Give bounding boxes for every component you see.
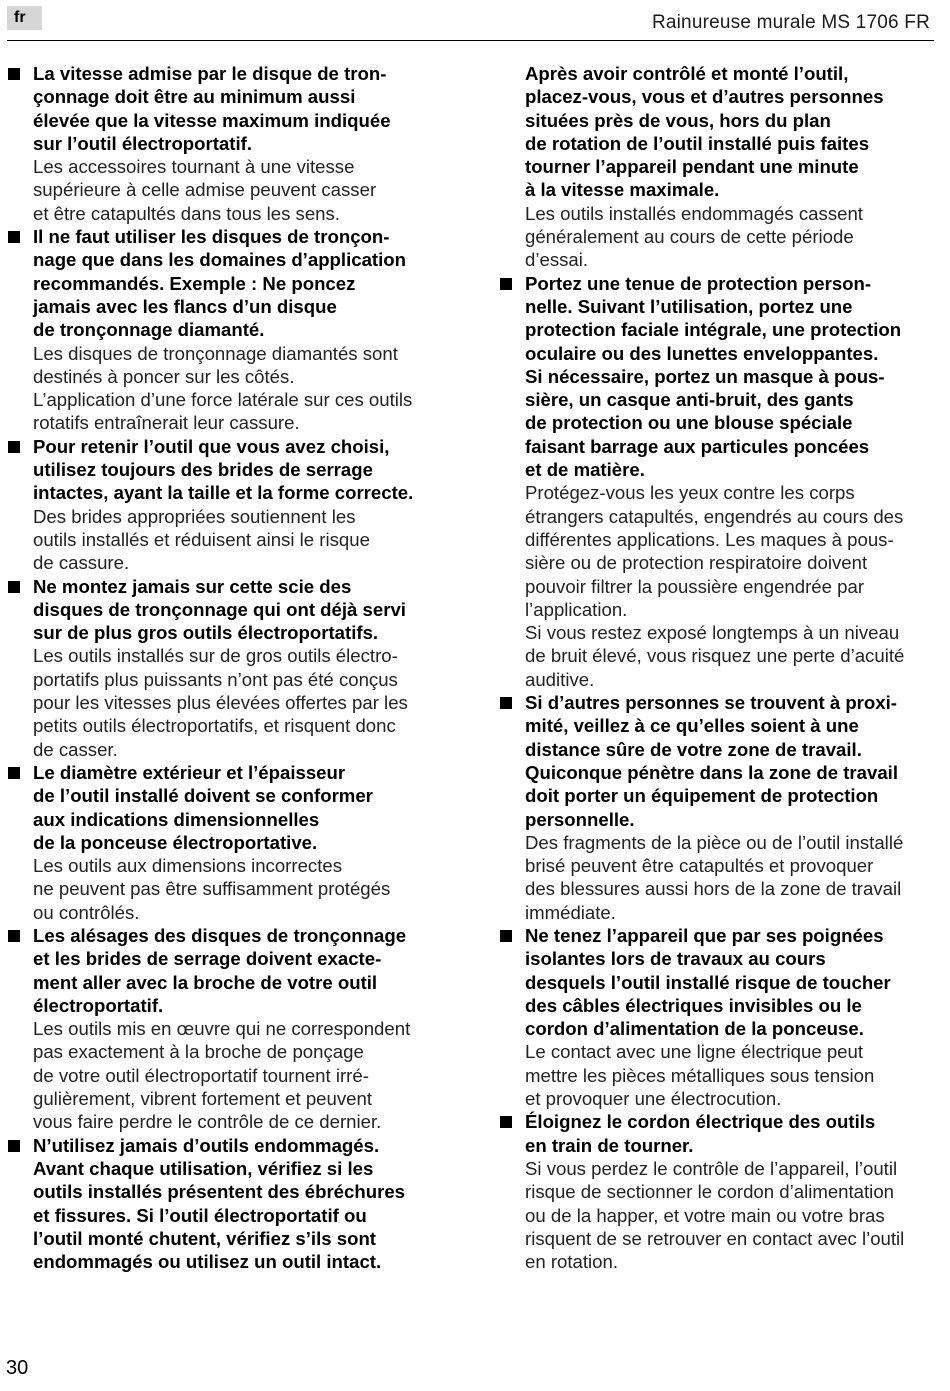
safety-item [33,575,443,761]
safety-explanation: Protégez-vous les yeux contre les corps étrangers catapultés, engendrés au cours des différentes applications. Les maques à pous- sière ou de protection respiratoire doivent pouvoir filtrer la poussière engendrée par l’application. Si vous restez exposé longtemps à un niveau de bruit élevé, vous risquez une perte d’acuité auditive. [525,482,905,690]
safety-explanation: Les outils installés sur de gros outils électro- portatifs plus puissants n’ont pas été conçus pour les vitesses plus élevées offertes par les petits outils électroportatifs, et risquent donc de casser. [33,645,408,760]
square-bullet-icon [8,767,20,779]
safety-item [33,761,443,924]
safety-instruction: N’utilisez jamais d’outils endommagés. Avant chaque utilisation, vérifiez si les outils installés présentent des ébréchures et fissures. Si l’outil électroportatif ou l’outil monté chutent, vérifiez s’ils sont endommagés ou utilisez un outil intact. [33,1134,406,1273]
square-bullet-icon [8,581,20,593]
safety-instruction: Pour retenir l’outil que vous avez choisi, utilisez toujours des brides de serrage intactes, ayant la taille et la forme correcte. [33,435,414,504]
square-bullet-icon [8,1140,20,1152]
safety-instruction: Ne montez jamais sur cette scie des disques de tronçonnage qui ont déjà servi sur de plus gros outils électroportatifs. [33,575,406,644]
page-number: 30 [6,1357,29,1379]
safety-instruction: Éloignez le cordon électrique des outils en train de tourner. [525,1111,876,1156]
safety-explanation: Les outils installés endommagés cassent généralement au cours de cette période d’essai. [525,202,863,271]
square-bullet-icon [500,697,512,709]
safety-item [525,924,935,1110]
language-tag: fr [7,6,42,30]
safety-explanation: Des brides appropriées soutiennent les outils installés et réduisent ainsi le risque de cassure. [33,505,370,574]
safety-explanation: Les outils aux dimensions incorrectes ne peuvent pas être suffisamment protégés ou contrôlés. [33,855,391,923]
safety-explanation: Les outils mis en œuvre qui ne correspondent pas exactement à la broche de ponçage de votre outil électroportatif tournent irré- gulièrement, vibrent fortement et peuvent vous faire perdre le contrôle de ce dernier. [33,1018,411,1133]
square-bullet-icon [500,930,512,942]
safety-instruction: La vitesse admise par le disque de tron- çonnage doit être au minimum aussi élevée que la vitesse maximum indiquée sur l’outil électroportatif. [33,63,391,154]
document-title: Rainureuse murale MS 1706 FR [651,12,930,33]
safety-item [525,62,935,272]
safety-instruction: Les alésages des disques de tronçonnage et les brides de serrage doivent exacte- ment aller avec la broche de votre outil électroportatif. [33,924,407,1016]
safety-instruction: Après avoir contrôlé et monté l’outil, placez-vous, vous et d’autres personnes situées près de vous, hors du plan de rotation de l’outil installé puis faites tourner l’appareil pendant une minute à la vitesse maximale. [525,63,884,201]
safety-item [33,62,443,225]
safety-instruction: Il ne faut utiliser les disques de tronçon- nage que dans les domaines d’application recommandés. Exemple : Ne poncez jamais avec les flancs d’un disque de tronçonnage diamanté. [33,226,406,341]
square-bullet-icon [500,1116,512,1128]
safety-explanation: Des fragments de la pièce ou de l’outil installé brisé peuvent être catapultés et provoquer des blessures aussi hors de la zone de travail immédiate. [525,831,904,923]
safety-explanation: Si vous perdez le contrôle de l’appareil, l’outil risque de sectionner le cordon d’alimentation ou de la happer, et votre main ou votre bras risquent de se retrouver en contact avec l’outil en rotation. [525,1157,905,1273]
safety-item [33,924,443,1134]
safety-instruction: Portez une tenue de protection person- nelle. Suivant l’utilisation, portez une protection faciale intégrale, une protection oculaire ou des lunettes enveloppantes. Si nécessaire, portez un masque à pous- sière, un casque anti-bruit, des gants de protection ou une blouse spéciale faisant barrage aux particules poncées et de matière. [525,272,902,481]
square-bullet-icon [8,231,20,243]
safety-item [525,691,935,924]
right-column [525,62,935,1273]
safety-item [33,225,443,435]
safety-item [525,1110,935,1273]
safety-item [525,272,935,691]
safety-item [33,435,443,575]
square-bullet-icon [8,441,20,453]
square-bullet-icon [500,278,512,290]
square-bullet-icon [8,68,20,80]
safety-instruction: Si d’autres personnes se trouvent à proxi- mité, veillez à ce qu’elles soient à une distance sûre de votre zone de travail. Quiconque pénètre dans la zone de travail doit porter un équipement de protection personnelle. [525,692,899,830]
safety-instruction: Le diamètre extérieur et l’épaisseur de l’outil installé doivent se conformer aux indications dimensionnelles de la ponceuse électroportative. [33,761,373,853]
square-bullet-icon [8,930,20,942]
left-column [33,62,443,1273]
safety-item [33,1134,443,1274]
safety-explanation: Le contact avec une ligne électrique peut mettre les pièces métalliques sous tension et provoquer une électrocution. [525,1041,875,1110]
safety-explanation: Les accessoires tournant à une vitesse supérieure à celle admise peuvent casser et être catapultés dans tous les sens. [33,156,377,224]
header-divider [7,40,934,41]
safety-explanation: Les disques de tronçonnage diamantés sont destinés à poncer sur les côtés. L’application d’une force latérale sur ces outils rotatifs entraînerait leur cassure. [33,342,413,434]
safety-instruction: Ne tenez l’appareil que par ses poignées isolantes lors de travaux au cours desquels l’outil installé risque de toucher des câbles électriques invisibles ou le cordon d’alimentation de la ponceuse. [525,924,891,1040]
